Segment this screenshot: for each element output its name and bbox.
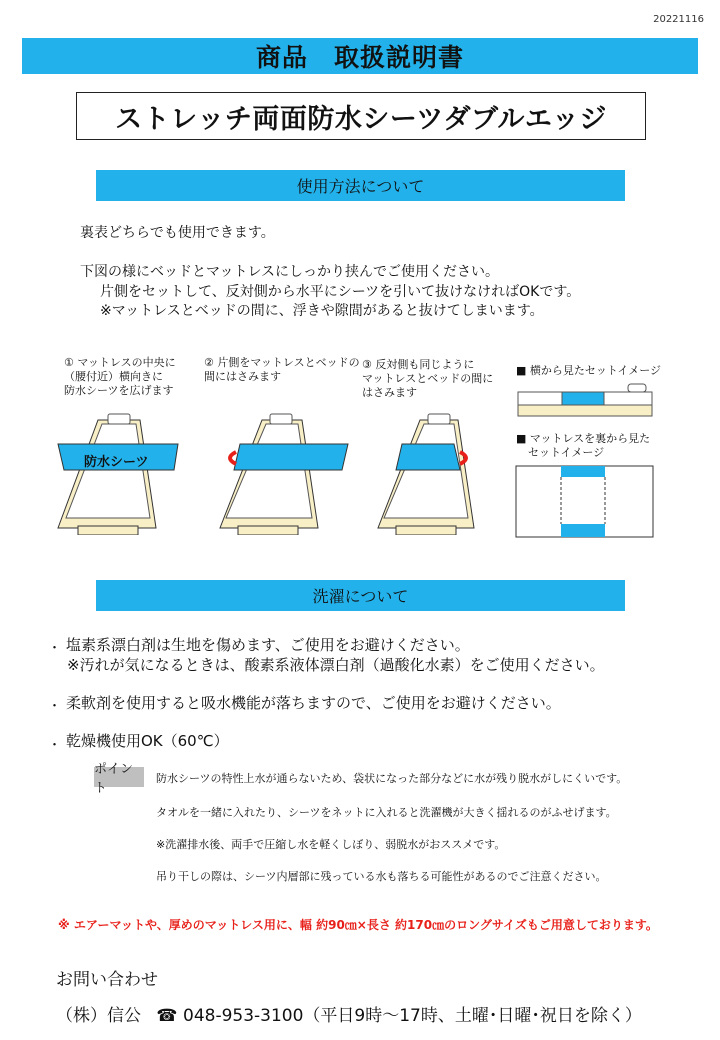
bullet-dot: ・ <box>48 738 62 753</box>
bullet-dot: ・ <box>48 699 62 714</box>
back-view-diagram <box>514 464 656 539</box>
washing-bullet-1: 塩素系漂白剤は生地を傷めます、ご使用をお避けください。 <box>66 636 470 654</box>
usage-line-1: 裏表どちらでも使用できます。 <box>80 225 275 241</box>
washing-bullet-3: 乾燥機使用OK（60℃） <box>66 732 229 750</box>
document-date: 20221116 <box>653 14 704 25</box>
point-text-3: ※洗濯排水後、両手で圧縮し水を軽くしぼり、弱脱水がおススメです。 <box>156 838 506 851</box>
usage-line-2: 下図の様にベッドとマットレスにしっかり挟んでご使用ください。 <box>80 264 500 280</box>
bed-step-2 <box>220 414 348 535</box>
usage-heading: 使用方法について <box>96 170 625 201</box>
point-text-2: タオルを一緒に入れたり、シーツをネットに入れると洗濯機が大きく揺れるのがふせげます。 <box>156 806 617 819</box>
point-label: ポイント <box>94 767 144 787</box>
product-title: ストレッチ両面防水シーツダブルエッジ <box>76 92 646 140</box>
company-name: （株）信公 <box>56 1006 141 1026</box>
usage-line-4: ※マットレスとベッドの間に、浮きや隙間があると抜けてしまいます。 <box>100 303 544 319</box>
washing-bullet-1-note: ※汚れが気になるときは、酸素系液体漂白剤（過酸化水素）をご使用ください。 <box>67 656 605 674</box>
side-view-diagram <box>514 380 656 420</box>
phone-icon: ☎ <box>156 1006 178 1026</box>
long-size-notice: ※ エアーマットや、厚めのマットレス用に、幅 約90㎝×長さ 約170㎝のロングサイズもご用意しております。 <box>58 918 658 932</box>
usage-line-3: 片側をセットして、反対側から水平にシーツを引いて抜けなければOKです。 <box>100 284 581 300</box>
washing-bullet-2: 柔軟剤を使用すると吸水機能が落ちますので、ご使用をお避けください。 <box>66 694 561 712</box>
washing-heading: 洗濯について <box>96 580 625 611</box>
back-view-label: ■ マットレスを裏から見た セットイメージ <box>516 432 651 459</box>
contact-heading: お問い合わせ <box>56 970 158 990</box>
contact-line <box>56 1001 642 1026</box>
side-view-label: ■ 横から見たセットイメージ <box>516 364 662 377</box>
point-text-1: 防水シーツの特性上水が通らないため、袋状になった部分などに水が残り脱水がしにくいです。 <box>156 772 628 785</box>
sheet-label: 防水シーツ <box>84 455 149 470</box>
step-1-caption: ① マットレスの中央に （腰付近）横向きに 防水シーツを広げます <box>64 356 176 397</box>
phone-number[interactable]: 048-953-3100（平日9時～17時、土曜･日曜･祝日を除く） <box>183 1006 642 1026</box>
bed-step-3 <box>378 414 474 535</box>
step-3-caption: ③ 反対側も同じように マットレスとベッドの間に はさみます <box>362 358 494 399</box>
bullet-dot: ・ <box>48 641 62 656</box>
step-2-caption: ② 片側をマットレスとベッドの 間にはさみます <box>204 356 360 383</box>
point-text-4: 吊り干しの際は、シーツ内層部に残っている水も落ちる可能性があるのでご注意ください。 <box>156 870 607 883</box>
manual-banner: 商品 取扱説明書 <box>22 38 698 74</box>
bed-step-1 <box>58 414 178 535</box>
